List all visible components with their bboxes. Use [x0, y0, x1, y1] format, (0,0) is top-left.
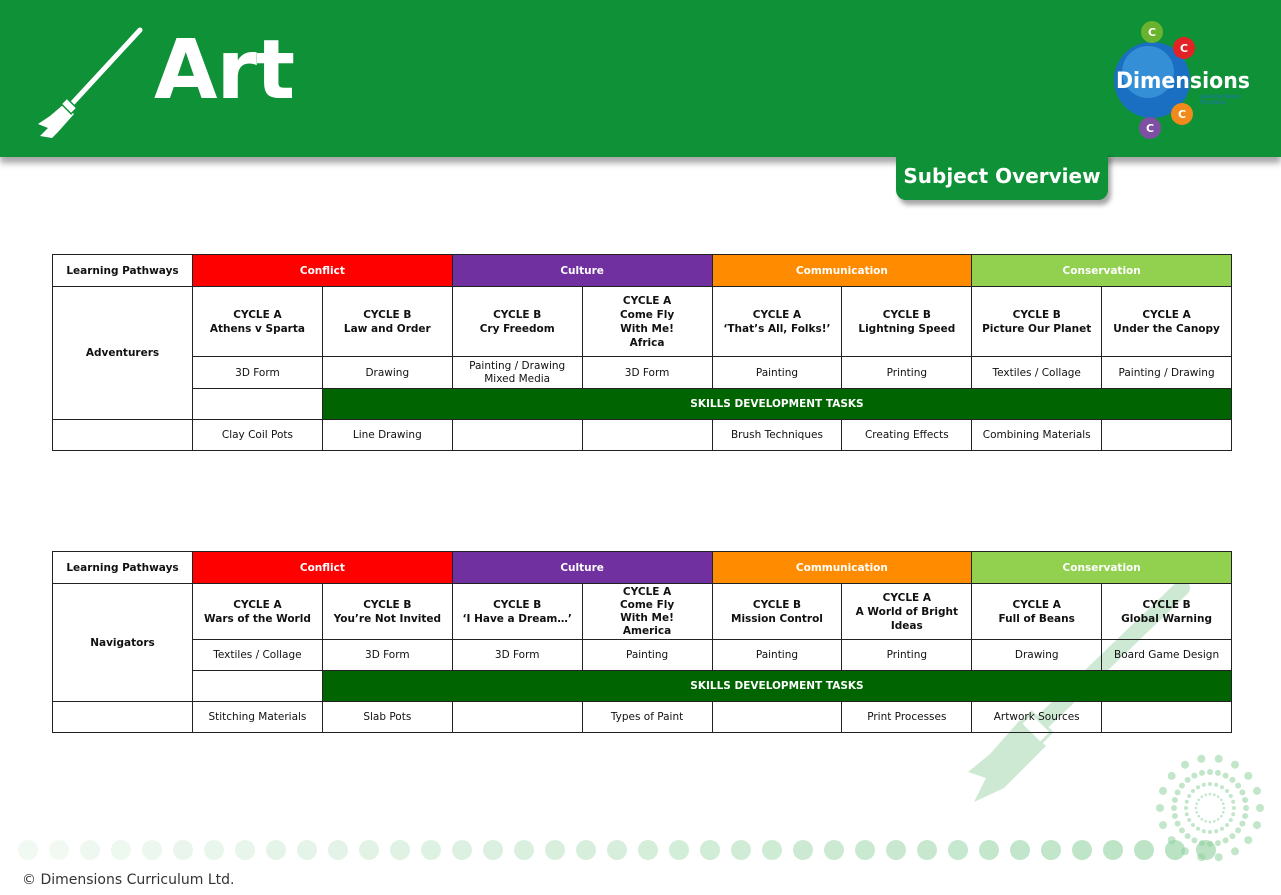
decorative-dot	[669, 840, 689, 860]
decorative-dot	[1201, 795, 1204, 798]
cycle-cell: CYCLE B Global Warning	[1102, 584, 1232, 640]
decorative-dot	[1220, 815, 1223, 818]
theme-culture: Culture	[452, 255, 712, 287]
decorative-dot	[1231, 761, 1239, 769]
decorative-dot	[1214, 829, 1218, 833]
decorative-dot	[1199, 770, 1205, 776]
decorative-dot	[1253, 821, 1261, 829]
decorative-dot	[1239, 821, 1245, 827]
decorative-dot	[1184, 806, 1188, 810]
logo-badge-4: C	[1146, 122, 1155, 135]
decorative-dot	[762, 840, 782, 860]
logo-wordmark: Dimensions	[1116, 69, 1250, 94]
decorative-dot	[1172, 797, 1178, 803]
empty-cell	[53, 420, 193, 451]
media-cell: 3D Form	[322, 640, 452, 671]
cycle-cell: CYCLE B Cry Freedom	[452, 287, 582, 357]
decorative-dot	[1196, 840, 1216, 860]
cycle-cell: CYCLE A Under the Canopy	[1102, 287, 1232, 357]
media-cell: Textiles / Collage	[193, 640, 323, 671]
skills-development-bar: SKILLS DEVELOPMENT TASKS	[322, 671, 1231, 702]
decorative-dot	[700, 840, 720, 860]
cycle-cell: CYCLE B Lightning Speed	[842, 287, 972, 357]
decorative-dot	[731, 840, 751, 860]
decorative-dot	[1191, 823, 1195, 827]
dimensions-logo	[1108, 14, 1258, 146]
subject-overview-tab: Subject Overview	[896, 152, 1108, 200]
media-cell: Painting	[582, 640, 712, 671]
decorative-dot	[1225, 789, 1229, 793]
decorative-dot	[452, 840, 472, 860]
decorative-dot	[1202, 783, 1206, 787]
decorative-dot	[1244, 772, 1252, 780]
decorative-dot	[1235, 827, 1241, 833]
decorative-dot	[1207, 769, 1213, 775]
decorative-dot	[1229, 794, 1233, 798]
decorative-dot	[204, 840, 224, 860]
decorative-dot	[266, 840, 286, 860]
decorative-dot	[1197, 815, 1200, 818]
cycle-cell: CYCLE B Law and Order	[322, 287, 452, 357]
task-cell	[1102, 420, 1232, 451]
media-cell: 3D Form	[582, 357, 712, 389]
decorative-dot	[80, 840, 100, 860]
decorative-dot	[1243, 805, 1249, 811]
decorative-dot	[1134, 840, 1154, 860]
decorative-dot	[1215, 755, 1223, 763]
media-cell: 3D Form	[452, 640, 582, 671]
decorative-dot	[111, 840, 131, 860]
decorative-dot	[1222, 811, 1225, 814]
decorative-dot	[1253, 787, 1261, 795]
cycle-cell: CYCLE A A World of Bright Ideas	[842, 584, 972, 640]
decorative-dot	[1208, 782, 1212, 786]
media-cell: Painting / Drawing Mixed Media	[452, 357, 582, 389]
decorative-dot	[1165, 840, 1185, 860]
decorative-dot	[1242, 797, 1248, 803]
task-cell	[712, 702, 842, 733]
decorative-dot	[1159, 787, 1167, 795]
decorative-dot	[1072, 840, 1092, 860]
decorative-dot	[1231, 812, 1235, 816]
theme-culture: Culture	[452, 552, 712, 584]
decorative-dot	[1214, 783, 1218, 787]
paintbrush-icon	[30, 24, 145, 142]
decorative-dot	[917, 840, 937, 860]
task-cell	[582, 420, 712, 451]
page-title: Art	[154, 23, 295, 118]
decorative-dot	[1229, 777, 1235, 783]
cycle-cell: CYCLE B Mission Control	[712, 584, 842, 640]
decorative-dot	[1010, 840, 1030, 860]
cycle-cell: CYCLE A Athens v Sparta	[193, 287, 323, 357]
task-cell	[452, 702, 582, 733]
decorative-dot	[1239, 789, 1245, 795]
decorative-dot	[1191, 773, 1197, 779]
cycle-cell: CYCLE A Full of Beans	[972, 584, 1102, 640]
decorative-dot	[1185, 812, 1189, 816]
decorative-dot	[1204, 793, 1207, 796]
decorative-dot	[1185, 800, 1189, 804]
empty-cell	[193, 671, 323, 702]
pathway-label: Navigators	[53, 584, 193, 702]
task-cell	[1102, 702, 1232, 733]
decorative-dot	[1195, 811, 1198, 814]
decorative-dot	[1103, 840, 1123, 860]
decorative-dot	[235, 840, 255, 860]
decorative-dot	[1196, 827, 1200, 831]
decorative-dot	[1168, 772, 1176, 780]
decorative-dot	[1232, 806, 1236, 810]
decorative-dot	[948, 840, 968, 860]
decorative-dot	[1229, 818, 1233, 822]
decorative-dot	[1202, 829, 1206, 833]
learning-pathways-label: Learning Pathways	[53, 552, 193, 584]
decorative-dot	[142, 840, 162, 860]
learning-pathways-label: Learning Pathways	[53, 255, 193, 287]
cycle-cell: CYCLE A ‘That’s All, Folks!’	[712, 287, 842, 357]
theme-conflict: Conflict	[193, 552, 453, 584]
task-cell: Artwork Sources	[972, 702, 1102, 733]
decorative-dot	[390, 840, 410, 860]
decorative-dot	[1181, 761, 1189, 769]
decorative-dot	[1195, 802, 1198, 805]
decorative-dot	[18, 840, 38, 860]
logo-tagline-2: The World	[1200, 100, 1226, 106]
decorative-dot	[1201, 818, 1204, 821]
task-cell: Creating Effects	[842, 420, 972, 451]
logo-tagline: Learning Means	[1200, 94, 1240, 100]
decorative-dot	[328, 840, 348, 860]
task-cell: Combining Materials	[972, 420, 1102, 451]
decorative-dot	[1196, 785, 1200, 789]
cycle-cell: CYCLE A Wars of the World	[193, 584, 323, 640]
theme-conservation: Conservation	[972, 255, 1232, 287]
decorative-dot	[1235, 783, 1241, 789]
theme-communication: Communication	[712, 552, 972, 584]
decorative-dot	[638, 840, 658, 860]
decorative-dot	[297, 840, 317, 860]
decorative-dot	[1217, 818, 1220, 821]
header-banner	[0, 0, 1281, 157]
skills-development-bar: SKILLS DEVELOPMENT TASKS	[322, 389, 1231, 420]
decorative-dot	[1197, 799, 1200, 802]
cycle-cell: CYCLE B Picture Our Planet	[972, 287, 1102, 357]
decorative-dot	[1179, 783, 1185, 789]
cycle-cell: CYCLE B ‘I Have a Dream…’	[452, 584, 582, 640]
decorative-dot	[1215, 770, 1221, 776]
decorative-dot	[1209, 793, 1212, 796]
decorative-dot	[1220, 785, 1224, 789]
decorative-dot	[1185, 777, 1191, 783]
empty-cell	[53, 702, 193, 733]
decorative-dot	[855, 840, 875, 860]
logo-badge-1: C	[1148, 26, 1157, 39]
decorative-dot	[1179, 827, 1185, 833]
media-cell: Board Game Design	[1102, 640, 1232, 671]
decorative-dot	[1175, 821, 1181, 827]
task-cell: Line Drawing	[322, 420, 452, 451]
decorative-dot	[1217, 795, 1220, 798]
media-cell: Textiles / Collage	[972, 357, 1102, 389]
theme-communication: Communication	[712, 255, 972, 287]
cycle-cell: CYCLE A Come Fly With Me! Africa	[582, 287, 712, 357]
decorative-dot	[545, 840, 565, 860]
decorative-dot	[979, 840, 999, 860]
logo-badge-2: C	[1180, 42, 1189, 55]
cycle-cell: CYCLE B You’re Not Invited	[322, 584, 452, 640]
decorative-dot	[576, 840, 596, 860]
decorative-dot	[421, 840, 441, 860]
logo-badge-3: C	[1178, 108, 1187, 121]
decorative-dot	[1159, 821, 1167, 829]
cycle-cell: CYCLE A Come Fly With Me! America	[582, 584, 712, 640]
decorative-dot	[886, 840, 906, 860]
decorative-dots-row	[0, 835, 1281, 865]
decorative-dot	[824, 840, 844, 860]
decorative-dot	[607, 840, 627, 860]
empty-cell	[193, 389, 323, 420]
pathway-label: Adventurers	[53, 287, 193, 420]
decorative-dot	[514, 840, 534, 860]
task-cell: Stitching Materials	[193, 702, 323, 733]
task-cell: Clay Coil Pots	[193, 420, 323, 451]
media-cell: Printing	[842, 357, 972, 389]
decorative-dot	[359, 840, 379, 860]
decorative-dot	[1256, 804, 1264, 812]
task-cell: Types of Paint	[582, 702, 712, 733]
decorative-dot	[1195, 807, 1198, 810]
decorative-dot	[1204, 820, 1207, 823]
decorative-dot	[1187, 794, 1191, 798]
decorative-dot	[1156, 804, 1164, 812]
theme-conflict: Conflict	[193, 255, 453, 287]
task-cell: Print Processes	[842, 702, 972, 733]
decorative-dot	[1225, 823, 1229, 827]
decorative-dot	[1175, 789, 1181, 795]
media-cell: Painting / Drawing	[1102, 357, 1232, 389]
decorative-dot	[1223, 773, 1229, 779]
media-cell: Drawing	[322, 357, 452, 389]
decorative-dot	[1172, 813, 1178, 819]
navigators-table	[52, 551, 1232, 733]
decorative-dot	[1208, 830, 1212, 834]
decorative-dot	[1197, 755, 1205, 763]
theme-conservation: Conservation	[972, 552, 1232, 584]
decorative-dot	[1209, 821, 1212, 824]
decorative-dot	[1171, 805, 1177, 811]
media-cell: Drawing	[972, 640, 1102, 671]
decorative-dot	[1220, 827, 1224, 831]
decorative-dot	[1041, 840, 1061, 860]
decorative-dot	[1231, 800, 1235, 804]
decorative-dot	[173, 840, 193, 860]
decorative-dot	[1222, 802, 1225, 805]
decorative-dot	[1223, 807, 1226, 810]
task-cell: Brush Techniques	[712, 420, 842, 451]
media-cell: Printing	[842, 640, 972, 671]
task-cell: Slab Pots	[322, 702, 452, 733]
decorative-dot	[1191, 789, 1195, 793]
copyright-notice: © Dimensions Curriculum Ltd.	[22, 872, 235, 888]
decorative-dot	[1213, 793, 1216, 796]
decorative-dot	[483, 840, 503, 860]
decorative-dot	[1242, 813, 1248, 819]
decorative-dot	[49, 840, 69, 860]
decorative-dot	[1187, 818, 1191, 822]
media-cell: Painting	[712, 640, 842, 671]
decorative-dot	[1213, 820, 1216, 823]
decorative-dot	[793, 840, 813, 860]
decorative-dot	[1220, 799, 1223, 802]
task-cell	[452, 420, 582, 451]
media-cell: 3D Form	[193, 357, 323, 389]
media-cell: Painting	[712, 357, 842, 389]
adventurers-table	[52, 254, 1232, 451]
